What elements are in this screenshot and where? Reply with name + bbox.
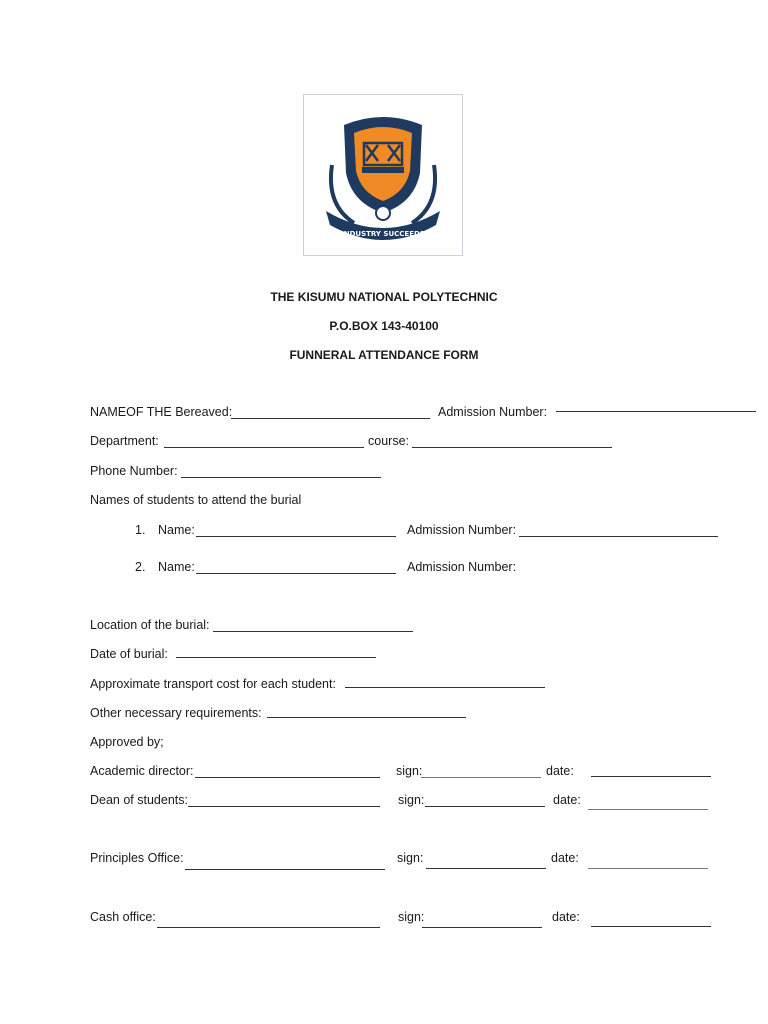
student-1-number: 1.	[135, 523, 146, 537]
course-label: course:	[368, 434, 409, 448]
institution-address: P.O.BOX 143-40100	[329, 319, 439, 333]
student-1-admission-label: Admission Number:	[407, 523, 517, 537]
transport-cost-label: Approximate transport cost for each student:	[90, 677, 336, 691]
principles-office-sign-label: sign:	[397, 851, 424, 865]
academic-director-sign-label: sign:	[396, 764, 423, 778]
dean-of-students-sign-field[interactable]	[425, 806, 545, 807]
student-1-name-field[interactable]	[196, 536, 396, 537]
institution-logo	[303, 94, 463, 256]
logo-motto: INDUSTRY SUCCEEDS	[341, 230, 425, 238]
bereaved-name-label: NAMEOF THE Bereaved:	[90, 405, 233, 419]
requirements-field[interactable]	[267, 717, 466, 718]
principles-office-sign-field[interactable]	[426, 868, 546, 869]
dean-of-students-date-field[interactable]	[588, 809, 708, 810]
principles-office-date-label: date:	[551, 851, 579, 865]
cash-office-sign-label: sign:	[398, 910, 425, 924]
cash-office-date-field[interactable]	[591, 926, 711, 927]
department-field[interactable]	[164, 447, 364, 448]
location-field[interactable]	[213, 631, 413, 632]
student-1-name-label: Name:	[158, 523, 195, 537]
student-1-admission-field[interactable]	[519, 536, 718, 537]
approved-by-label: Approved by;	[90, 735, 164, 749]
shield-emblem-icon	[304, 95, 462, 255]
admission-number-label: Admission Number:	[438, 405, 548, 419]
date-of-burial-label: Date of burial:	[90, 647, 168, 661]
institution-name: THE KISUMU NATIONAL POLYTECHNIC	[270, 290, 498, 304]
academic-director-field[interactable]	[195, 777, 380, 778]
course-field[interactable]	[412, 447, 612, 448]
academic-director-date-label: date:	[546, 764, 574, 778]
dean-of-students-label: Dean of students:	[90, 793, 188, 807]
academic-director-sign-field[interactable]	[421, 777, 541, 778]
academic-director-date-field[interactable]	[591, 776, 711, 777]
form-title: FUNNERAL ATTENDANCE FORM	[289, 348, 479, 362]
student-2-name-field[interactable]	[196, 573, 396, 574]
principles-office-date-field[interactable]	[588, 868, 708, 869]
cash-office-date-label: date:	[552, 910, 580, 924]
department-label: Department:	[90, 434, 159, 448]
dean-of-students-date-label: date:	[553, 793, 581, 807]
academic-director-label: Academic director:	[90, 764, 194, 778]
transport-cost-field[interactable]	[345, 687, 545, 688]
dean-of-students-sign-label: sign:	[398, 793, 425, 807]
phone-field[interactable]	[181, 477, 381, 478]
students-heading: Names of students to attend the burial	[90, 493, 302, 507]
cash-office-label: Cash office:	[90, 910, 156, 924]
bereaved-name-field[interactable]	[231, 418, 430, 419]
date-of-burial-field[interactable]	[176, 657, 376, 658]
principles-office-field[interactable]	[185, 869, 385, 870]
cash-office-sign-field[interactable]	[422, 927, 542, 928]
admission-number-field[interactable]	[556, 411, 756, 412]
cash-office-field[interactable]	[157, 927, 380, 928]
dean-of-students-field[interactable]	[188, 806, 380, 807]
student-2-admission-label: Admission Number:	[407, 560, 517, 574]
student-2-name-label: Name:	[158, 560, 195, 574]
student-2-number: 2.	[135, 560, 146, 574]
requirements-label: Other necessary requirements:	[90, 706, 262, 720]
location-label: Location of the burial:	[90, 618, 210, 632]
phone-label: Phone Number:	[90, 464, 178, 478]
principles-office-label: Principles Office:	[90, 851, 184, 865]
